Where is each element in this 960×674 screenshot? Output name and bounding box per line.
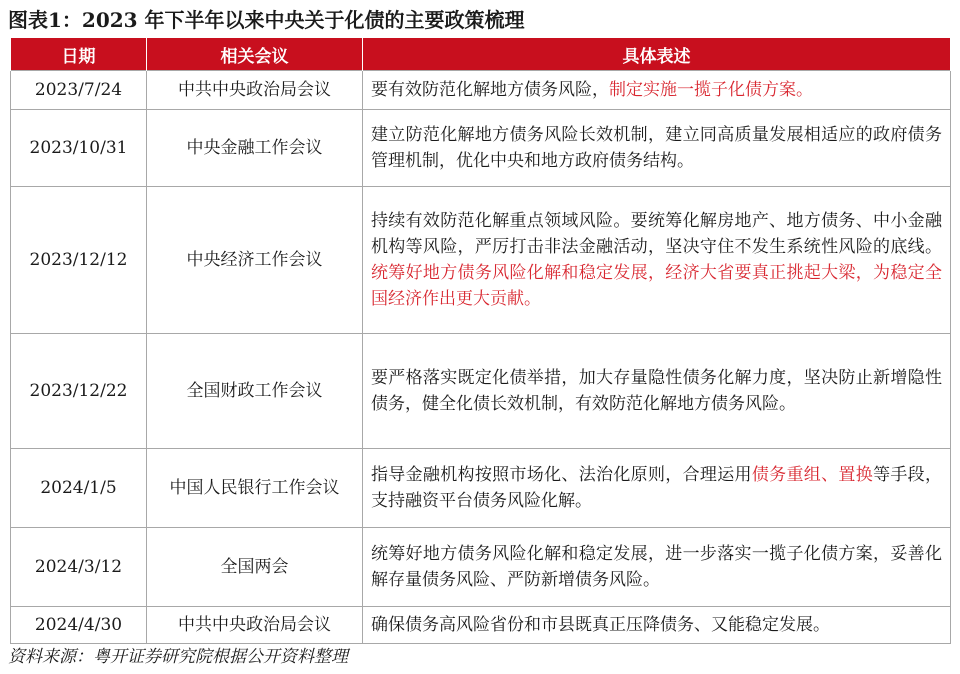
- figure-title: 图表1：2023 年下半年以来中央关于化债的主要政策梳理: [8, 8, 525, 32]
- cell-meeting: 中央经济工作会议: [147, 187, 363, 334]
- desc-text: 指导金融机构按照市场化、法治化原则，合理运用: [371, 465, 752, 485]
- cell-description: [363, 71, 951, 110]
- desc-text: 统筹好地方债务风险化解和稳定发展，进一步落实一揽子化债方案，妥善化解存量债务风险、严防新增债务风险。: [371, 544, 942, 590]
- cell-description: [363, 528, 951, 607]
- cell-description: [363, 607, 951, 644]
- cell-meeting: 中共中央政治局会议: [147, 71, 363, 110]
- table-row: [11, 110, 951, 187]
- cell-meeting: 全国两会: [147, 528, 363, 607]
- cell-meeting: 全国财政工作会议: [147, 334, 363, 449]
- cell-date: 2024/1/5: [11, 449, 147, 528]
- cell-date: 2024/4/30: [11, 607, 147, 644]
- cell-description: [363, 334, 951, 449]
- desc-text: 确保债务高风险省份和市县既真正压降债务、又能稳定发展。: [371, 615, 830, 635]
- table-header-row: [11, 38, 951, 71]
- cell-date: 2023/12/22: [11, 334, 147, 449]
- cell-description: [363, 449, 951, 528]
- cell-description: [363, 110, 951, 187]
- desc-text: 要有效防范化解地方债务风险，: [371, 80, 609, 100]
- header-description: 具体表述: [363, 38, 951, 71]
- cell-meeting: 中央金融工作会议: [147, 110, 363, 187]
- source-note: 资料来源：粤开证券研究院根据公开资料整理: [8, 647, 348, 667]
- cell-date: 2024/3/12: [11, 528, 147, 607]
- table-row: [11, 187, 951, 334]
- policy-table: [10, 38, 951, 644]
- table-row: [11, 607, 951, 644]
- table-row: [11, 528, 951, 607]
- table-row: [11, 334, 951, 449]
- desc-text: 要严格落实既定化债举措，加大存量隐性债务化解力度，坚决防止新增隐性债务，健全化债长效机制，有效防范化解地方债务风险。: [371, 368, 942, 414]
- cell-meeting: 中国人民银行工作会议: [147, 449, 363, 528]
- header-date: 日期: [11, 38, 147, 71]
- cell-meeting: 中共中央政治局会议: [147, 607, 363, 644]
- cell-description: [363, 187, 951, 334]
- desc-text: 持续有效防范化解重点领域风险。要统筹化解房地产、地方债务、中小金融机构等风险，严厉打击非法金融活动，坚决守住不发生系统性风险的底线。: [371, 211, 942, 257]
- desc-highlight: 制定实施一揽子化债方案。: [609, 80, 813, 100]
- cell-date: 2023/10/31: [11, 110, 147, 187]
- table-row: [11, 71, 951, 110]
- desc-text: 建立防范化解地方债务风险长效机制，建立同高质量发展相适应的政府债务管理机制，优化中央和地方政府债务结构。: [371, 125, 942, 171]
- desc-tail: 等手段，支持融资平台债务风险化解。: [371, 465, 942, 511]
- cell-date: 2023/12/12: [11, 187, 147, 334]
- desc-highlight: 债务重组、置换: [751, 465, 874, 485]
- desc-highlight: 统筹好地方债务风险化解和稳定发展，经济大省要真正挑起大梁，为稳定全国经济作出更大贡献。: [371, 263, 942, 309]
- table-row: [11, 449, 951, 528]
- cell-date: 2023/7/24: [11, 71, 147, 110]
- header-meeting: 相关会议: [147, 38, 363, 71]
